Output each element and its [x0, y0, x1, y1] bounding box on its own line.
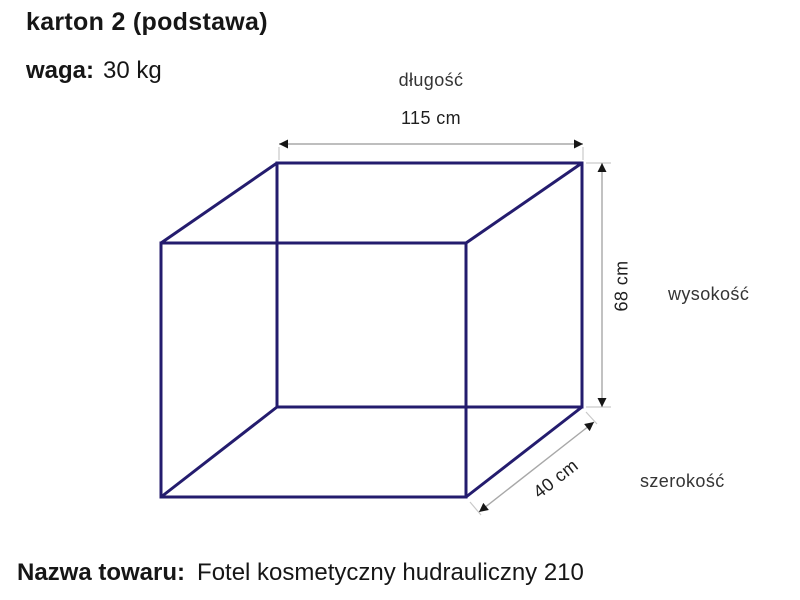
- product-name-label: Nazwa towaru:: [17, 559, 186, 586]
- weight-value: 30 kg: [103, 57, 162, 84]
- product-name-line: [17, 559, 584, 587]
- weight-label: waga:: [26, 57, 95, 84]
- height-value: 68 cm: [611, 260, 632, 312]
- width-label: szerokość: [640, 471, 725, 491]
- width-extension-top: [586, 412, 597, 424]
- width-extension-bottom: [470, 502, 481, 515]
- height-label: wysokość: [668, 284, 750, 304]
- page-title: karton 2 (podstawa): [26, 8, 268, 36]
- box-bottom-left-depth-edge: [161, 407, 277, 497]
- width-value: 40 cm: [529, 455, 582, 503]
- box-front-face: [161, 243, 466, 497]
- product-name-value: Fotel kosmetyczny hudrauliczny 210: [197, 559, 584, 586]
- length-value: 115 cm: [400, 108, 462, 128]
- length-label: długość: [398, 70, 464, 90]
- height-dimension: [586, 163, 611, 407]
- length-dimension: [279, 144, 583, 160]
- box-top-right-depth-edge: [466, 163, 582, 243]
- box-back-face: [277, 163, 582, 407]
- box-top-left-depth-edge: [161, 163, 277, 243]
- box-wireframe: [161, 163, 582, 497]
- width-dimension: [470, 412, 597, 515]
